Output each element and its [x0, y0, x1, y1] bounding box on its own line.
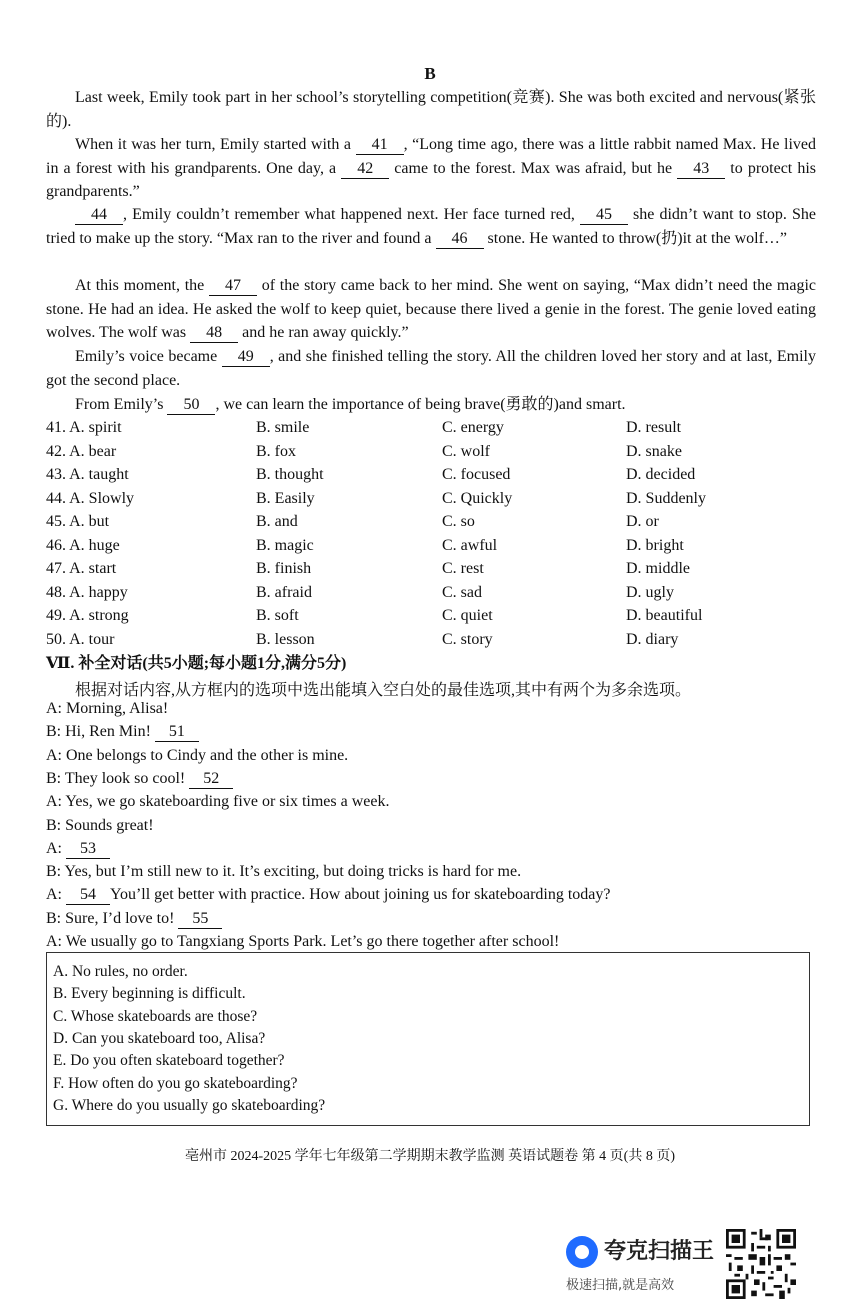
dialogue-text: B: Sounds great! — [46, 816, 154, 834]
passage-paragraph — [46, 203, 816, 250]
answer-blank: 45 — [580, 206, 628, 225]
dialogue-text: A: — [46, 886, 66, 904]
option-row — [46, 419, 826, 442]
option-choice: 44. A. Slowly — [46, 489, 135, 507]
passage-text: she didn’t want to stop. She tried to make up the story. “Max ran to the river and found a — [46, 206, 816, 247]
option-choice: C. sad — [442, 583, 482, 601]
option-row — [46, 537, 826, 560]
section-heading: Ⅶ. 补全对话(共5小题;每小题1分,满分5分) — [46, 655, 347, 672]
dialogue-line — [46, 886, 610, 905]
dialogue-text: You’ll get better with practice. How about joining us for skateboarding today? — [110, 886, 611, 904]
option-choice: B. magic — [256, 536, 314, 554]
answer-blank: 46 — [436, 230, 484, 249]
passage-text: Emily’s voice became — [75, 348, 222, 365]
answer-blank: 52 — [189, 770, 233, 789]
passage-text: to protect his grandparents.” — [46, 159, 817, 200]
scanner-watermark — [566, 1228, 806, 1304]
dialogue-text: A: — [46, 839, 66, 857]
option-choice: C. Quickly — [442, 489, 513, 507]
scanner-subtitle: 极速扫描,就是高效 — [566, 1278, 675, 1293]
option-row — [46, 584, 826, 607]
box-option: D. Can you skateboard too, Alisa? — [53, 1029, 266, 1047]
option-choice: 47. A. start — [46, 560, 117, 577]
option-row — [46, 490, 826, 513]
box-option: B. Every beginning is difficult. — [53, 985, 246, 1003]
passage-paragraph — [46, 393, 816, 417]
answer-blank: 49 — [222, 348, 270, 367]
option-choice: 49. A. strong — [46, 607, 129, 624]
option-choice: 43. A. taught — [46, 466, 129, 483]
option-row — [46, 560, 826, 583]
option-row — [46, 513, 826, 536]
option-row — [46, 443, 826, 466]
dialogue-line — [46, 933, 559, 951]
option-choice: B. soft — [256, 607, 299, 624]
dialogue-line — [46, 793, 390, 811]
page-footer: 亳州市 2024-2025 学年七年级第二学期期末教学监测 英语试题卷 第 4 页(共 8 页) — [185, 1149, 675, 1164]
answer-blank: 50 — [167, 396, 215, 415]
option-choice: D. result — [626, 419, 682, 436]
dialogue-line — [46, 723, 199, 742]
option-choice: C. wolf — [442, 442, 490, 460]
passage-text: stone. He wanted to throw(扔)it at the wolf…” — [483, 229, 787, 247]
option-choice: D. beautiful — [626, 607, 703, 624]
answer-blank: 54 — [66, 886, 110, 905]
passage-text: and he ran away quickly.” — [238, 324, 409, 341]
option-choice: B. Easily — [256, 489, 315, 507]
dialogue-text: A: Yes, we go skateboarding five or six times a week. — [46, 793, 390, 811]
scanner-name: 夸克扫描王 — [604, 1239, 715, 1264]
option-choice: D. diary — [626, 630, 679, 648]
option-choice: D. ugly — [626, 583, 674, 601]
answer-blank: 51 — [155, 723, 199, 742]
option-choice: D. decided — [626, 466, 696, 483]
option-choice: C. so — [442, 513, 475, 530]
option-row — [46, 607, 826, 630]
box-option: C. Whose skateboards are those? — [53, 1007, 258, 1025]
option-row — [46, 466, 826, 489]
option-choice: D. Suddenly — [626, 489, 706, 507]
dialogue-line — [46, 770, 233, 789]
section-instruction: 根据对话内容,从方框内的选项中选出能填入空白处的最佳选项,其中有两个为多余选项。 — [75, 682, 692, 699]
option-choice: 45. A. but — [46, 513, 110, 530]
option-choice: B. smile — [256, 419, 310, 436]
option-choice: C. awful — [442, 536, 498, 554]
passage-paragraph — [46, 274, 816, 345]
option-choice: B. finish — [256, 560, 312, 577]
passage-text: , Emily couldn’t remember what happened next. Her face turned red, — [123, 206, 580, 223]
option-choice: B. and — [256, 513, 298, 530]
passage-text: From Emily’s — [75, 396, 168, 413]
dialogue-line — [46, 817, 154, 835]
answer-blank: 41 — [356, 136, 404, 155]
passage-paragraph — [46, 345, 816, 392]
passage-paragraph — [46, 86, 816, 133]
option-choice: D. or — [626, 513, 659, 530]
option-choice: C. rest — [442, 560, 484, 577]
dialogue-line — [46, 840, 110, 859]
option-choice: C. focused — [442, 466, 511, 483]
answer-blank: 44 — [75, 206, 123, 225]
option-choice: D. bright — [626, 536, 684, 554]
dialogue-text: A: One belongs to Cindy and the other is mine. — [46, 746, 349, 764]
dialogue-text: A: We usually go to Tangxiang Sports Park. Let’s go there together after school! — [46, 933, 560, 950]
section-title: B — [424, 64, 436, 83]
passage-text: Last week, Emily took part in her school’s storytelling competition(竞赛). She was both excited and nervous(紧张的). — [46, 89, 816, 130]
dialogue-text: B: Yes, but I’m still new to it. It’s exciting, but doing tricks is hard for me. — [46, 863, 522, 881]
option-choice: B. afraid — [256, 583, 312, 601]
dialogue-line — [46, 863, 521, 881]
dialogue-text: B: They look so cool! — [46, 769, 190, 787]
option-choice: 48. A. happy — [46, 583, 128, 601]
passage-text: When it was her turn, Emily started with a — [75, 136, 356, 153]
option-choice: D. middle — [626, 560, 690, 577]
option-choice: 46. A. huge — [46, 536, 120, 554]
dialogue-line — [46, 700, 168, 718]
scanner-logo-icon — [566, 1236, 598, 1268]
dialogue-text: B: Hi, Ren Min! — [46, 723, 155, 741]
answer-blank: 42 — [341, 160, 389, 179]
answer-blank: 55 — [178, 910, 222, 929]
passage-text: , we can learn the importance of being brave(勇敢的)and smart. — [215, 396, 626, 413]
options-box — [46, 952, 810, 1126]
option-choice: D. snake — [626, 442, 682, 460]
answer-blank: 47 — [209, 277, 257, 296]
passage-paragraph — [46, 133, 816, 204]
option-choice: 41. A. spirit — [46, 419, 122, 436]
answer-blank: 43 — [677, 160, 725, 179]
passage-text: At this moment, the — [75, 277, 210, 294]
option-choice: B. lesson — [256, 630, 315, 648]
passage-text: , and she finished telling the story. All the children loved her story and at last, Emily got the second place. — [46, 348, 816, 389]
option-choice: B. fox — [256, 442, 296, 460]
option-choice: C. energy — [442, 419, 504, 436]
qr-code-icon — [726, 1228, 796, 1300]
box-option: A. No rules, no order. — [53, 963, 188, 980]
dialogue-line — [46, 910, 222, 929]
option-choice: 50. A. tour — [46, 630, 115, 648]
passage-text: of the story came back to her mind. She went on saying, “Max didn’t need the magic stone. He had an idea. He asked the wolf to keep quiet, because there lived a genie in the forest. The genie loved eating wolves. The wolf was — [46, 277, 817, 341]
option-choice: B. thought — [256, 466, 324, 483]
option-choice: C. story — [442, 630, 493, 648]
passage-text: , “Long time ago, there was a little rabbit named Max. He lived in a forest with his grandparents. One day, a — [46, 136, 817, 177]
answer-blank: 48 — [190, 324, 238, 343]
dialogue-text: B: Sure, I’d love to! — [46, 909, 179, 927]
passage-text: came to the forest. Max was afraid, but he — [389, 159, 678, 177]
dialogue-line — [46, 747, 348, 765]
box-option: G. Where do you usually go skateboarding? — [53, 1096, 326, 1114]
option-choice: C. quiet — [442, 607, 493, 624]
option-choice: 42. A. bear — [46, 442, 117, 460]
box-option: F. How often do you go skateboarding? — [53, 1074, 298, 1092]
answer-blank: 53 — [66, 840, 110, 859]
dialogue-text: A: Morning, Alisa! — [46, 700, 169, 717]
box-option: E. Do you often skateboard together? — [53, 1052, 285, 1070]
